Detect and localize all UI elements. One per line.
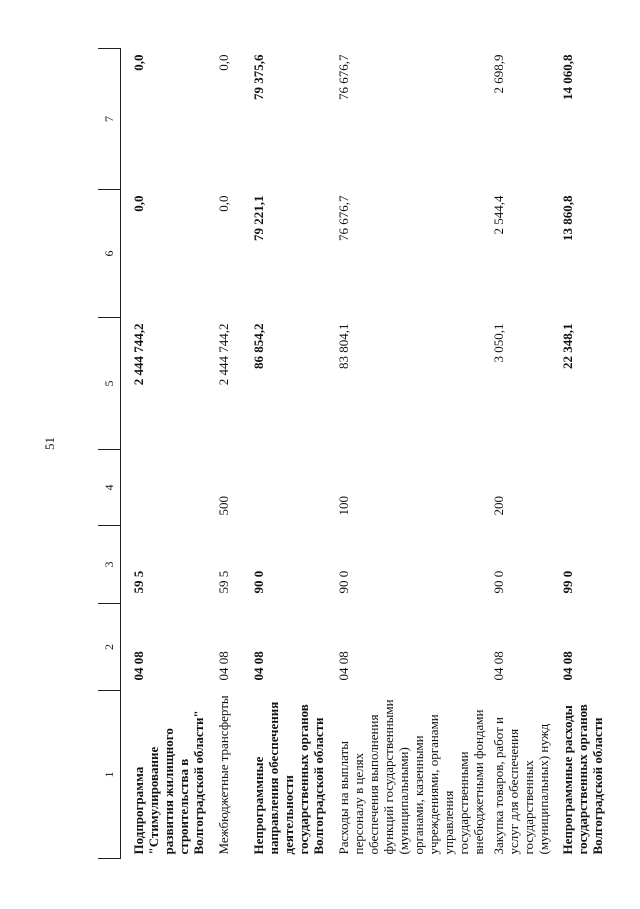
row-name: Межбюджетные трансферты [216, 695, 231, 855]
vid-cell: 500 [216, 496, 231, 516]
razdel-cell: 04 08 [560, 651, 575, 681]
value-col5: 22 348,1 [560, 323, 575, 369]
vid-cell [247, 450, 332, 526]
value-col7: 0,0 [216, 54, 231, 71]
razdel-cell: 04 08 [216, 651, 231, 681]
value-col6: 13 860,8 [560, 195, 575, 241]
value-col7: 79 375,6 [251, 54, 266, 100]
value-col6: 0,0 [216, 195, 231, 212]
rotated-page [98, 49, 638, 859]
vid-cell: 100 [336, 496, 351, 516]
row-name: Подпрограмма "Стимулирование развития жилищного строительства в Волгоградской области" [131, 710, 206, 855]
vid-cell: 200 [491, 496, 506, 516]
header-row [98, 49, 121, 859]
value-col7: 14 060,8 [560, 54, 575, 100]
tselevaya-cell: 99 0 [560, 570, 575, 594]
vid-cell [558, 450, 612, 526]
value-col7: 0,0 [131, 54, 146, 71]
header-cell: 6 [98, 190, 121, 318]
table-row [247, 49, 332, 859]
table-row [332, 49, 489, 859]
value-col5: 83 804,1 [336, 323, 351, 369]
header-cell: 7 [98, 49, 121, 190]
header-cell: 4 [98, 450, 121, 526]
razdel-cell: 04 08 [251, 651, 266, 681]
table-row [558, 49, 612, 859]
table-row [121, 49, 213, 859]
value-col6: 76 676,7 [336, 195, 351, 241]
row-name: Непрограммные расходы государственных органов Волгоградской области [560, 704, 605, 855]
row-name: Закупка товаров, работ и услуг для обеспечения государственных (муниципальных) нужд [491, 717, 551, 855]
value-col6: 2 544,4 [491, 195, 506, 235]
value-col7: 76 676,7 [336, 54, 351, 100]
value-col5: 2 444 744,2 [131, 323, 146, 386]
page-number: 51 [42, 437, 57, 450]
row-name: Непрограммные направления обеспечения деятельности государственных органов Волгоградской области [251, 701, 326, 855]
budget-table [98, 48, 612, 859]
row-name: Расходы на выплаты персоналу в целях обеспечения выполнения функций государственными (муниципальными) органами, казенными учреждениями, органами управления государственными внебюджетными фондами [336, 699, 486, 855]
tselevaya-cell: 59 5 [131, 570, 146, 594]
tselevaya-cell: 90 0 [491, 570, 506, 594]
tselevaya-cell: 90 0 [251, 570, 266, 594]
header-cell: 3 [98, 526, 121, 604]
razdel-cell: 04 08 [336, 651, 351, 681]
tselevaya-cell: 90 0 [336, 570, 351, 594]
header-cell: 5 [98, 318, 121, 450]
value-col6: 79 221,1 [251, 195, 266, 241]
razdel-cell: 04 08 [131, 651, 146, 681]
table-row [212, 49, 247, 859]
header-cell: 2 [98, 604, 121, 691]
tselevaya-cell: 59 5 [216, 570, 231, 594]
vid-cell [121, 450, 213, 526]
table-row [489, 49, 558, 859]
razdel-cell: 04 08 [491, 651, 506, 681]
value-col6: 0,0 [131, 195, 146, 212]
value-col5: 86 854,2 [251, 323, 266, 369]
value-col5: 3 050,1 [491, 323, 506, 363]
value-col5: 2 444 744,2 [216, 323, 231, 386]
header-cell: 1 [98, 691, 121, 859]
value-col7: 2 698,9 [491, 54, 506, 94]
